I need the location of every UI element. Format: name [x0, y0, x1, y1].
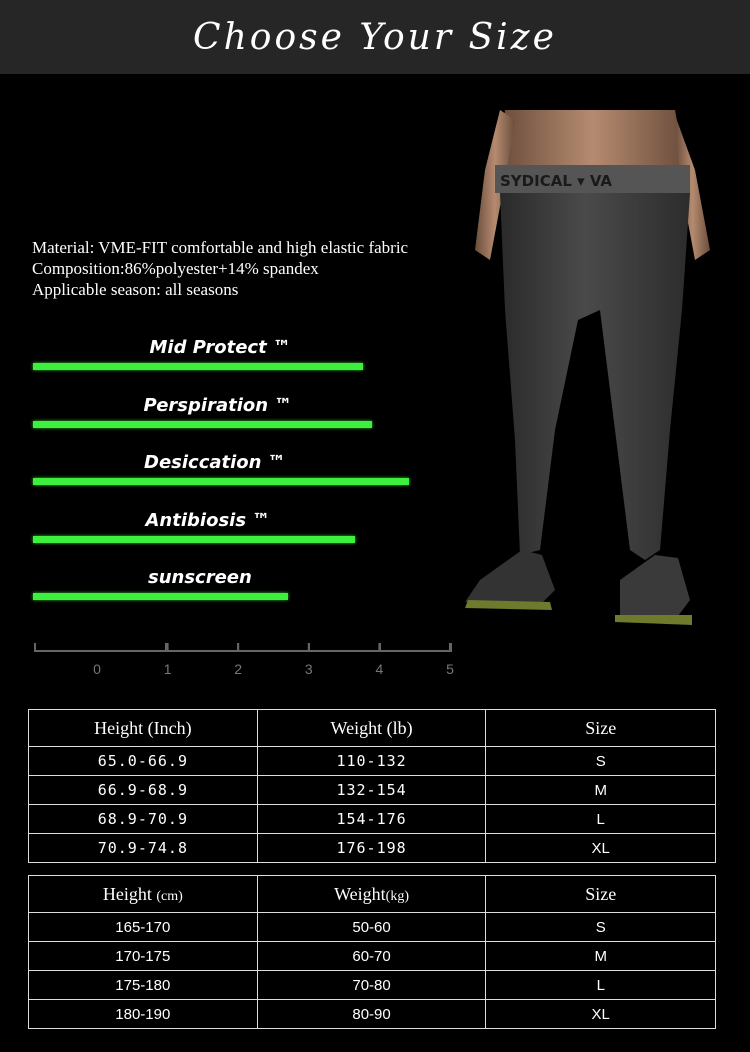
header-height: Height (Inch): [29, 710, 258, 747]
table-row: 165-170 50-60 S: [29, 913, 716, 942]
svg-text:SYDICAL ▾ VA: SYDICAL ▾ VA: [500, 172, 613, 190]
material-line: Material: VME-FIT comfortable and high elastic fabric: [32, 238, 409, 257]
table-header-row: [29, 710, 716, 747]
table-row: 66.9-68.9 132-154 M: [29, 776, 716, 805]
tick-label: 2: [234, 661, 243, 677]
table-row: 65.0-66.9 110-132 S: [29, 747, 716, 776]
header-size: Size: [486, 876, 716, 913]
bar-label: Antibiosis ™: [145, 509, 271, 531]
tick-label: 0: [93, 661, 101, 677]
tick-label: 3: [304, 661, 313, 677]
imperial-size-table: [28, 709, 716, 863]
header-weight: Weight(kg): [257, 876, 486, 913]
bar-label: Mid Protect ™: [149, 337, 291, 358]
bar-label: Perspiration ™: [143, 394, 293, 416]
tick-label: 4: [375, 661, 384, 677]
tick-label: 5: [446, 661, 454, 677]
table-row: 175-180 70-80 L: [29, 971, 716, 1000]
bar-label: Desiccation ™: [144, 452, 286, 473]
header-weight: Weight (lb): [257, 710, 486, 747]
table-row: 70.9-74.8 176-198 XL: [29, 834, 716, 863]
header-height: Height (cm): [29, 876, 258, 913]
table-row: 180-190 80-90 XL: [29, 1000, 716, 1029]
table-header-row: [29, 876, 716, 913]
table-row: 170-175 60-70 M: [29, 942, 716, 971]
page-title: Choose Your Size: [193, 16, 557, 58]
season-line: Applicable season: all seasons: [32, 280, 239, 299]
tick-label: 1: [163, 661, 172, 677]
bar-label: sunscreen: [148, 567, 252, 588]
metric-size-table: [28, 875, 716, 1029]
table-row: 68.9-70.9 154-176 L: [29, 805, 716, 834]
header-size: Size: [486, 710, 716, 747]
composition-line: Composition:86%polyester+14% spandex: [32, 259, 319, 278]
